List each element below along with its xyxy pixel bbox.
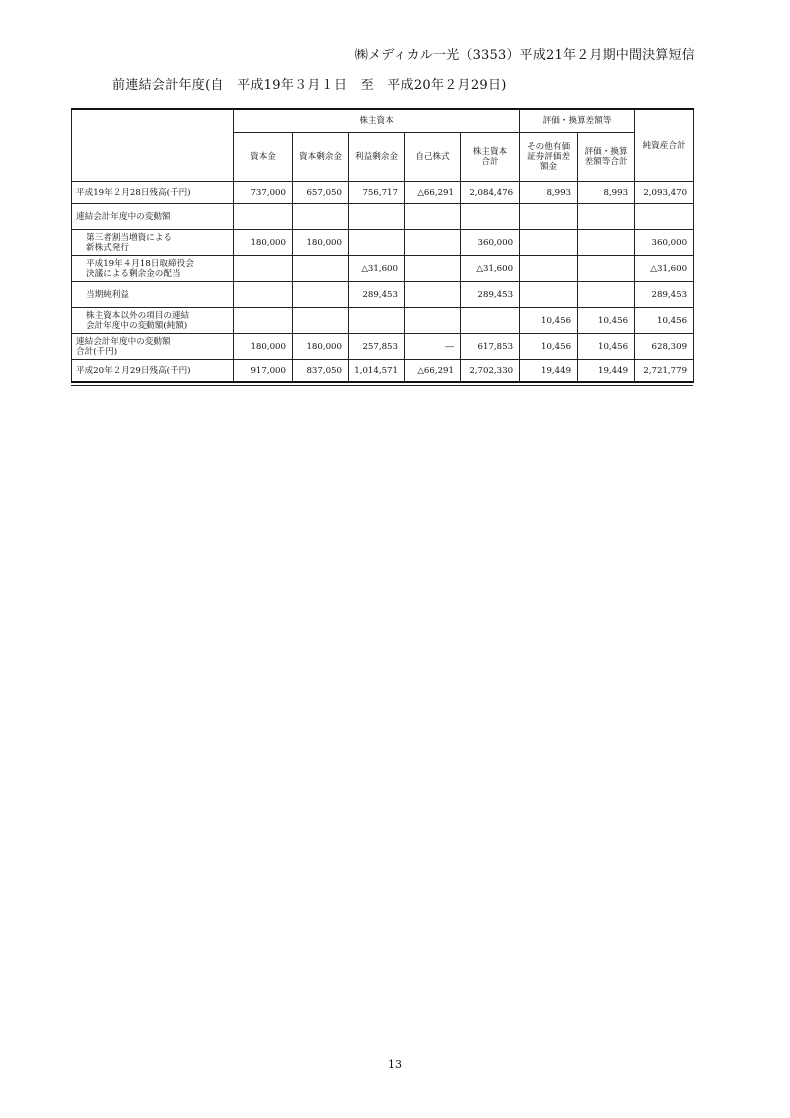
valuation-header: 評価・換算差額等 (520, 109, 635, 133)
net-assets-cell: 10,456 (635, 308, 694, 334)
shareholders-total-cell (461, 308, 520, 334)
capital-cell: 737,000 (234, 182, 293, 204)
valuation-total-cell: 10,456 (578, 334, 635, 360)
retained-earnings-cell: 756,717 (349, 182, 405, 204)
empty-cell (520, 204, 578, 230)
row-label: 平成20年２月29日残高(千円) (72, 360, 234, 383)
shareholders-total-cell: △31,600 (461, 256, 520, 282)
row-label-line2: 会計年度中の変動額(純額) (86, 320, 188, 331)
treasury-stock-cell: △66,291 (405, 360, 461, 383)
row-label-line1: 第三者割当増資による (86, 232, 172, 243)
valuation-total-cell (578, 282, 635, 308)
valuation-total-cell: 8,993 (578, 182, 635, 204)
net-assets-total-header: 純資産合計 (635, 109, 694, 182)
empty-cell (635, 204, 694, 230)
securities-header-line1: その他有価 (527, 142, 571, 152)
third-party-allotment-row (72, 230, 694, 256)
page-header: ㈱メディカル一光（3353）平成21年２月期中間決算短信 (354, 48, 695, 63)
row-label (72, 230, 234, 256)
valuation-total-header (578, 133, 635, 182)
capital-cell (234, 256, 293, 282)
header-group-row (72, 109, 694, 133)
capital-cell (234, 308, 293, 334)
empty-cell (293, 204, 349, 230)
row-label: 当期純利益 (72, 282, 234, 308)
retained-earnings-cell: 257,853 (349, 334, 405, 360)
header-blank-cell (72, 109, 234, 182)
capital-surplus-cell: 180,000 (293, 334, 349, 360)
shareholders-total-cell: 617,853 (461, 334, 520, 360)
empty-cell (405, 204, 461, 230)
securities-header-line2: 証券評価差 (527, 152, 571, 162)
row-label: 平成19年２月28日残高(千円) (72, 182, 234, 204)
total-changes-row (72, 334, 694, 360)
valuation-total-header-line2: 差額等合計 (584, 157, 628, 167)
shareholders-total-header-line2: 合計 (481, 157, 499, 167)
shareholders-total-cell: 360,000 (461, 230, 520, 256)
empty-cell (349, 204, 405, 230)
capital-surplus-cell (293, 308, 349, 334)
retained-earnings-cell (349, 308, 405, 334)
net-assets-cell: 289,453 (635, 282, 694, 308)
treasury-stock-cell (405, 230, 461, 256)
row-label-line2: 決議による剰余金の配当 (86, 268, 181, 279)
dividend-row (72, 256, 694, 282)
capital-surplus-cell: 657,050 (293, 182, 349, 204)
changes-heading-row (72, 204, 694, 230)
empty-cell (578, 204, 635, 230)
empty-cell (234, 204, 293, 230)
securities-cell: 8,993 (520, 182, 578, 204)
securities-header-line3: 額金 (539, 162, 558, 172)
empty-cell (461, 204, 520, 230)
shareholders-total-cell: 2,702,330 (461, 360, 520, 383)
row-label-line2: 新株式発行 (86, 242, 129, 253)
valuation-total-cell: 19,449 (578, 360, 635, 383)
valuation-total-cell (578, 230, 635, 256)
retained-earnings-cell: 289,453 (349, 282, 405, 308)
treasury-stock-cell (405, 256, 461, 282)
closing-balance-row (72, 360, 694, 383)
table-bottom-rule (71, 385, 693, 388)
opening-balance-row (72, 182, 694, 204)
row-label (72, 334, 234, 360)
treasury-stock-cell: △66,291 (405, 182, 461, 204)
treasury-stock-header: 自己株式 (405, 133, 461, 182)
capital-cell: 180,000 (234, 334, 293, 360)
valuation-total-cell: 10,456 (578, 308, 635, 334)
retained-earnings-header: 利益剰余金 (349, 133, 405, 182)
retained-earnings-cell (349, 230, 405, 256)
row-label-line1: 株主資本以外の項目の連結 (86, 310, 190, 321)
net-assets-cell: 2,721,779 (635, 360, 694, 383)
capital-surplus-cell: 837,050 (293, 360, 349, 383)
non-equity-changes-row (72, 308, 694, 334)
shareholders-total-cell: 2,084,476 (461, 182, 520, 204)
retained-earnings-cell: △31,600 (349, 256, 405, 282)
securities-valuation-header (520, 133, 578, 182)
row-label-line1: 平成19年４月18日取締役会 (86, 258, 194, 269)
capital-cell: 917,000 (234, 360, 293, 383)
shareholders-total-header (461, 133, 520, 182)
capital-surplus-header: 資本剰余金 (293, 133, 349, 182)
capital-header: 資本金 (234, 133, 293, 182)
securities-cell: 10,456 (520, 334, 578, 360)
securities-cell: 10,456 (520, 308, 578, 334)
row-label: 連結会計年度中の変動額 (72, 204, 234, 230)
treasury-stock-cell: ― (405, 334, 461, 360)
net-assets-cell: 360,000 (635, 230, 694, 256)
retained-earnings-cell: 1,014,571 (349, 360, 405, 383)
capital-cell (234, 282, 293, 308)
valuation-total-cell (578, 256, 635, 282)
equity-statement (71, 108, 693, 388)
shareholders-total-header-line1: 株主資本 (472, 147, 508, 157)
period-title: 前連結会計年度(自 平成19年３月１日 至 平成20年２月29日) (112, 78, 507, 93)
net-assets-cell: △31,600 (635, 256, 694, 282)
treasury-stock-cell (405, 282, 461, 308)
net-assets-cell: 628,309 (635, 334, 694, 360)
net-assets-cell: 2,093,470 (635, 182, 694, 204)
securities-cell (520, 256, 578, 282)
page-number: 13 (388, 1058, 402, 1071)
row-label-line1: 連結会計年度中の変動額 (76, 336, 171, 347)
valuation-total-header-line1: 評価・換算 (584, 147, 628, 157)
capital-cell: 180,000 (234, 230, 293, 256)
capital-surplus-cell (293, 256, 349, 282)
equity-statement-table (71, 108, 694, 383)
treasury-stock-cell (405, 308, 461, 334)
capital-surplus-cell: 180,000 (293, 230, 349, 256)
shareholders-total-cell: 289,453 (461, 282, 520, 308)
row-label (72, 308, 234, 334)
net-income-row (72, 282, 694, 308)
capital-surplus-cell (293, 282, 349, 308)
row-label-line2: 合計(千円) (76, 346, 118, 357)
shareholders-equity-header: 株主資本 (234, 109, 520, 133)
securities-cell (520, 282, 578, 308)
securities-cell: 19,449 (520, 360, 578, 383)
securities-cell (520, 230, 578, 256)
row-label (72, 256, 234, 282)
